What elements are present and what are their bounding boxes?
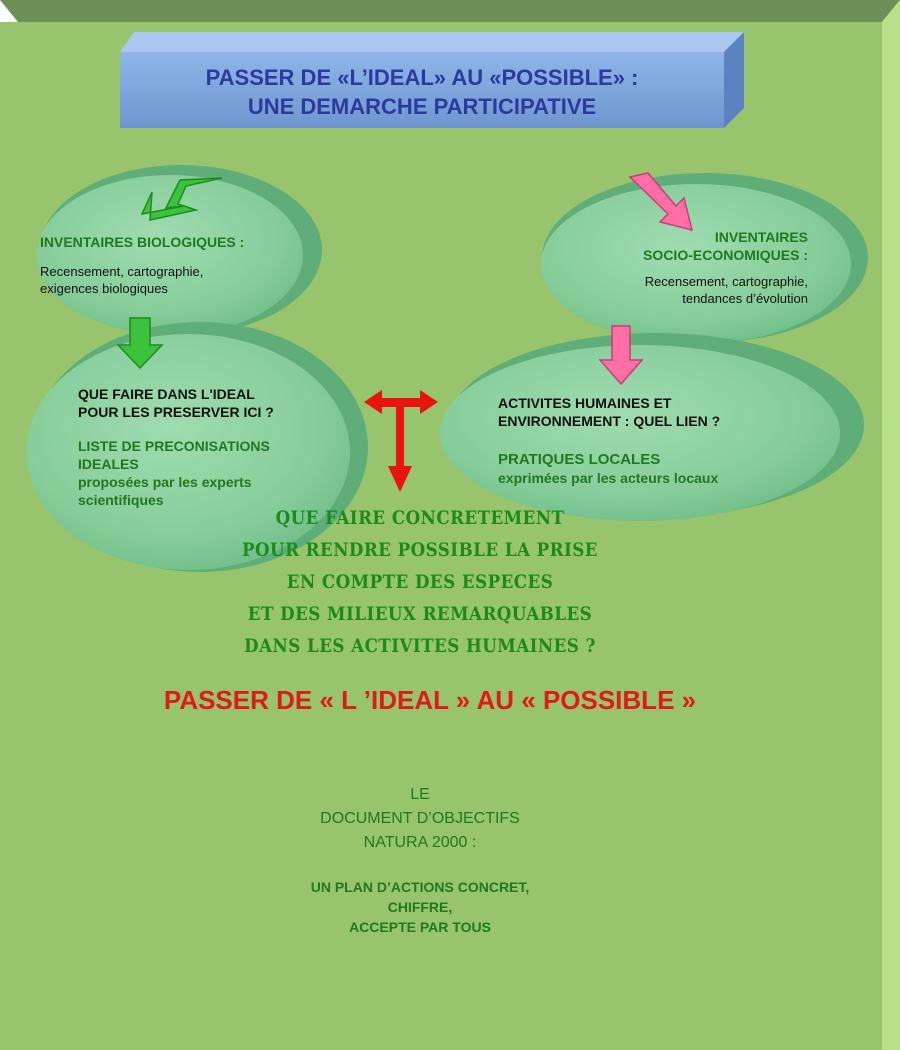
central-question-line-4: ET DES MILIEUX REMARQUABLES — [247, 603, 593, 625]
document-line-2: DOCUMENT D’OBJECTIFS — [320, 810, 520, 827]
central-question — [200, 502, 640, 662]
slogan: PASSER DE « L ’IDEAL » AU « POSSIBLE » — [163, 685, 697, 715]
socio-heading-2: SOCIO-ECONOMIQUES : — [643, 247, 808, 263]
page-title — [120, 63, 724, 121]
socio-heading-1: INVENTAIRES — [714, 229, 808, 245]
document-line-3: NATURA 2000 : — [363, 834, 477, 851]
ideal-by-2: scientifiques — [78, 492, 164, 508]
board-right-bevel — [882, 0, 900, 1050]
human-question-1: ACTIVITES HUMAINES ET — [498, 395, 672, 411]
ideal-list-2: IDEALES — [78, 456, 139, 472]
document-line-1: LE — [410, 786, 430, 803]
bio-heading: INVENTAIRES BIOLOGIQUES : — [40, 234, 245, 250]
human-question-2: ENVIRONNEMENT : QUEL LIEN ? — [498, 413, 721, 429]
central-question-line-5: DANS LES ACTIVITES HUMAINES ? — [244, 635, 596, 657]
document-block — [220, 783, 620, 937]
socio-line-1: Recensement, cartographie, — [644, 274, 808, 289]
document-plan-1: UN PLAN D’ACTIONS CONCRET, — [310, 879, 530, 895]
central-question-line-1: QUE FAIRE CONCRETEMENT — [275, 507, 565, 529]
page-title-line-1: PASSER DE «L’IDEAL» AU «POSSIBLE» : — [205, 65, 639, 90]
ideal-question-1: QUE FAIRE DANS L'IDEAL — [78, 386, 255, 402]
bio-line-1: Recensement, cartographie, — [40, 264, 204, 279]
central-question-line-2: POUR RENDRE POSSIBLE LA PRISE — [242, 539, 598, 561]
bio-block — [40, 233, 310, 297]
human-practices: PRATIQUES LOCALES — [498, 451, 661, 468]
socio-block — [560, 228, 808, 307]
human-practices-by: exprimées par les acteurs locaux — [498, 470, 719, 486]
ideal-block — [78, 385, 358, 509]
central-question-line-3: EN COMPTE DES ESPECES — [286, 571, 554, 593]
document-plan-3: ACCEPTE PAR TOUS — [349, 919, 491, 935]
document-plan-2: CHIFFRE, — [387, 899, 453, 915]
board-top-bevel — [0, 0, 900, 22]
title-box-top — [120, 32, 744, 52]
human-block — [498, 394, 818, 487]
page-title-line-2: UNE DEMARCHE PARTICIPATIVE — [247, 94, 597, 119]
socio-line-2: tendances d’évolution — [682, 291, 808, 306]
ideal-question-2: POUR LES PRESERVER ICI ? — [78, 404, 274, 420]
ideal-by-1: proposées par les experts — [78, 474, 252, 490]
bio-line-2: exigences biologiques — [40, 281, 168, 296]
ideal-list-1: LISTE DE PRECONISATIONS — [78, 438, 270, 454]
